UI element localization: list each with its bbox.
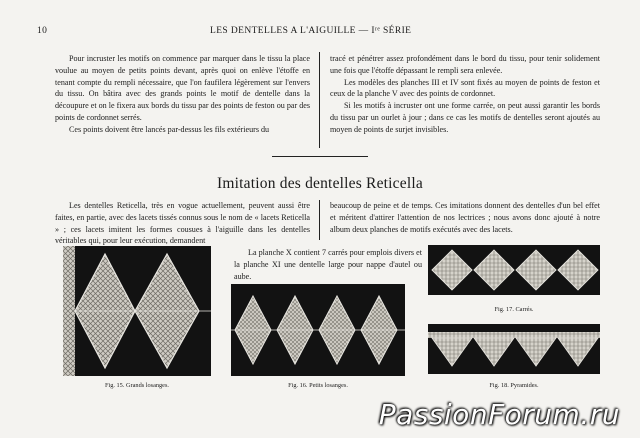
- bottom-right-column: [330, 200, 600, 235]
- fig16-lace-drawing: [231, 284, 405, 376]
- paragraph: tracé et pénétrer assez profondément dans le bord du tissu, pour tenir solidement une fois que l'étoffe dépassant le rempli sera enlevée.: [330, 54, 600, 75]
- page-number: 10: [37, 26, 48, 36]
- fig16-caption: Fig. 16. Petits losanges.: [288, 382, 348, 389]
- fig15-lace-drawing: [63, 246, 211, 376]
- paragraph: beaucoup de peine et de temps. Ces imitations donnent des dentelles d'un bel effet et méritent d'attirer l'attention de nos lectrices ; nous avons donc ajouté à notre album deux planches de motifs exécutés avec des lacets.: [330, 201, 600, 234]
- running-title: LES DENTELLES A L'AIGUILLE — Iʳᵉ SÉRIE: [210, 26, 412, 36]
- fig18-image: [428, 324, 600, 374]
- section-separator: [272, 156, 368, 157]
- fig15-image: [63, 246, 211, 376]
- paragraph: Si les motifs à incruster ont une forme carrée, on peut aussi garantir les bords du tissu par un ourlet à jour ; dans ce cas les motifs de dentelles seront ajoutés au moyen de points de surjet invisibles.: [330, 101, 600, 134]
- fig18-lace-drawing: [428, 324, 600, 374]
- paragraph: Ces points doivent être lancés par-dessus les fils extérieurs du: [69, 124, 270, 134]
- fig18-caption: Fig. 18. Pyramides.: [489, 382, 539, 389]
- column-divider: [319, 200, 320, 240]
- watermark: PassionForum.ru: [378, 398, 620, 431]
- section-title: Imitation des dentelles Reticella: [217, 175, 423, 192]
- top-left-column: [55, 53, 310, 136]
- fig17-image: [428, 245, 600, 295]
- paragraph: Les dentelles Reticella, très en vogue actuellement, peuvent aussi être faites, en partie, avec des lacets tissés connus sous le nom de « lacets Reticella » ; ces lacets imitent les formes cousues à l'aiguille dans les dentelles véritables qui, pour leur exécution, demandent: [55, 201, 310, 246]
- bottom-left-column: [55, 200, 310, 247]
- top-right-column: [330, 53, 600, 136]
- paragraph: La planche X contient 7 carrés pour emplois divers et la planche XI une dentelle large pour nappe d'autel ou aube.: [234, 248, 422, 281]
- column-divider: [319, 52, 320, 148]
- middle-paragraph: [234, 247, 422, 282]
- paragraph: Pour incruster les motifs on commence par marquer dans le tissu la place voulue au moyen de petits points devant, après quoi on enlève l'étoffe en tenant compte du rempli nécessaire, que l'on faufilera légèrement sur l'envers du tissu. On bâtira avec des grands points le motif de dentelle dans la découpure et on le fixera aux bords du tissu par des points de feston ou par des points de cordonnet serrés.: [55, 54, 310, 122]
- fig17-lace-drawing: [428, 245, 600, 295]
- fig16-image: [231, 284, 405, 376]
- paragraph: Les modèles des planches III et IV sont fixés au moyen de points de feston et ceux de la planche V avec des points de cordonnet.: [330, 77, 600, 99]
- fig17-caption: Fig. 17. Carrés.: [494, 306, 534, 313]
- fig15-caption: Fig. 15. Grands losanges.: [104, 382, 169, 389]
